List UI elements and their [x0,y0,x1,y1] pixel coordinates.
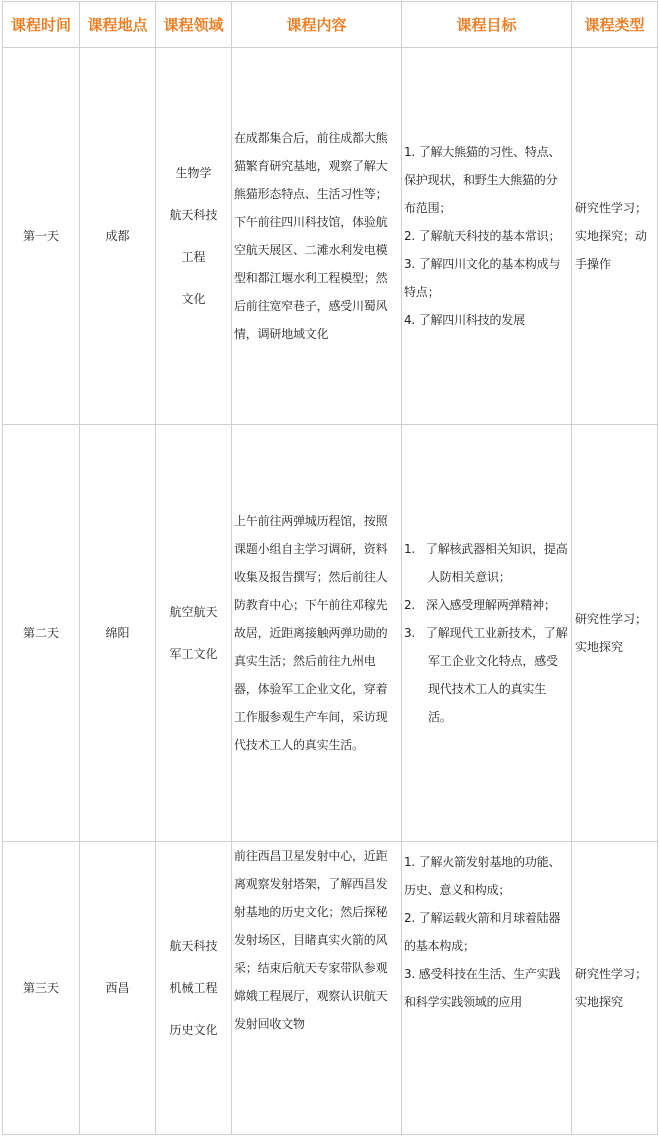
goal-item: 1. 了解火箭发射基地的功能、历史、意义和构成； [404,855,561,897]
cell-goal [402,425,572,842]
field-item: 工程 [181,250,206,264]
cell-content: 前往西昌卫星发射中心，近距离观察发射塔架，了解西昌发射基地的历史文化；然后探秘发射场区，目睹真实火箭的风采；结束后航天专家带队参观嫦娥工程展厅，观察认识航天发射回收文物 [232,842,402,1135]
table-row [3,842,658,1135]
course-table-container [2,1,657,1139]
cell-time: 第二天 [3,425,80,842]
goal-item: 1. 了解核武器相关知识，提高人防相关意识； [404,542,568,584]
cell-field [156,48,232,425]
goal-item: 2. 了解航天科技的基本常识； [404,229,561,243]
goal-item: 3. 了解现代工业新技术，了解军工企业文化特点，感受现代技术工人的真实生活。 [404,626,568,724]
header-time: 课程时间 [3,2,80,48]
table-row [3,48,658,425]
course-table [2,1,658,1135]
cell-content: 在成都集合后，前往成都大熊猫繁育研究基地，观察了解大熊猫形态特点、生活习性等；下午前往四川科技馆，体验航空航天展区、二滩水利发电模型和都江堰水利工程模型；然后前往宽窄巷子，感受川蜀风情，调研地域文化 [232,48,402,425]
cell-field [156,425,232,842]
cell-type: 研究性学习；实地探究 [572,842,658,1135]
cell-time: 第一天 [3,48,80,425]
goal-item: 1. 了解大熊猫的习性、特点、保护现状，和野生大熊猫的分布范围； [404,145,561,215]
header-type: 课程类型 [572,2,658,48]
goal-item: 2. 了解运载火箭和月球着陆器的基本构成； [404,911,561,953]
header-field: 课程领域 [156,2,232,48]
goal-item: 2. 深入感受理解两弹精神； [404,598,556,612]
header-place: 课程地点 [80,2,156,48]
header-row [3,2,658,48]
cell-place: 西昌 [80,842,156,1135]
field-item: 航天科技 [169,208,218,222]
header-content: 课程内容 [232,2,402,48]
field-item: 航天科技 [169,939,218,953]
field-item: 航空航天 [169,605,218,619]
field-item: 机械工程 [169,981,218,995]
goal-item: 3. 感受科技在生活、生产实践和科学实践领域的应用 [404,967,561,1009]
cell-type: 研究性学习；实地探究 [572,425,658,842]
cell-place: 成都 [80,48,156,425]
field-item: 生物学 [175,166,212,180]
goal-item: 3. 了解四川文化的基本构成与特点； [404,257,561,299]
cell-place: 绵阳 [80,425,156,842]
cell-field [156,842,232,1135]
field-item: 文化 [181,292,206,306]
cell-goal [402,842,572,1135]
field-item: 军工文化 [169,647,218,661]
goal-item: 4. 了解四川科技的发展 [404,313,525,327]
cell-time: 第三天 [3,842,80,1135]
header-goal: 课程目标 [402,2,572,48]
cell-type: 研究性学习；实地探究；动手操作 [572,48,658,425]
field-item: 历史文化 [169,1023,218,1037]
cell-goal [402,48,572,425]
cell-content: 上午前往两弹城历程馆，按照课题小组自主学习调研，资料收集及报告撰写；然后前往人防教育中心；下午前往邓稼先故居，近距离接触两弹功勋的真实生活；然后前往九州电器，体验军工企业文化，穿着工作服参观生产车间，采访现代技术工人的真实生活。 [232,425,402,842]
table-row [3,425,658,842]
